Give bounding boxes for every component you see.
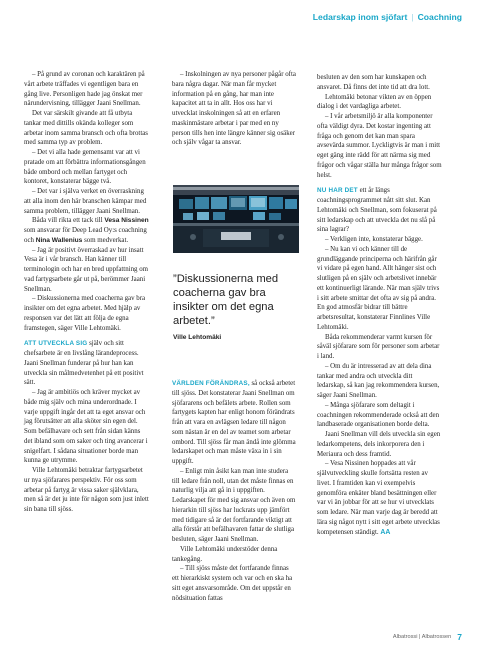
paragraph-text: ett år längs coachningsprogrammet nått sitt slut. Kan Lehtomäki och Snellman, som fokuserat på sitt ledarskap och att utveckla det nu slå på sina lagrar? xyxy=(317,187,437,234)
paragraph: Båda rekommenderar varmt kursen för såväl sjöfarare som för personer som arbetar i land. xyxy=(317,333,440,360)
control-room-photo xyxy=(173,185,299,253)
section-lead: NU HAR DET xyxy=(317,187,358,195)
person-name: Vesa Nissinen xyxy=(104,217,149,225)
paragraph xyxy=(172,379,297,467)
paragraph-text: som ansvarar för Deep Lead Oy:s coachning och xyxy=(24,227,147,244)
topic-title: Coachning xyxy=(417,12,462,22)
paragraph-text: – Vesa Nissinen hoppades att vår självutveckling skulle fortsätta resten av livet. I framtiden kan vi exempelvis genomföra enkäter bland besättningen eller var vi än jobbar för att se hur vi utvecklats som ledare. När man varje dag är beredd att lära sig något nytt i sitt eget arbete utvecklas kompetensen ständigt. xyxy=(317,460,440,536)
end-mark-icon: AA xyxy=(380,528,391,536)
paragraph: – Verkligen inte, konstaterar bägge. xyxy=(325,236,423,243)
control-room-image xyxy=(173,185,299,253)
section-lead: VÄRLDEN FÖRÄNDRAS, xyxy=(172,380,250,387)
paragraph: Ville Lehtomäki betraktar fartygsarbetet ur nya sjöfarares perspektiv. För oss som arbetar på fartyg är vissa saker självklara, men så är det ju inte för någon som just inlett sin bana till sjöss. xyxy=(24,467,149,513)
paragraph: – Till sjöss måste det fortfarande finnas ett hierarkiskt system och var och en ska ha sitt eget ansvarsområde. Om det uppstår en nödsituation fattas xyxy=(172,565,293,602)
paragraph-text: som medverkat. xyxy=(84,236,129,244)
paragraph: Det var särskilt givande att få utbyta tankar med dittills okända kolleger som arbetar inom samma bransch och ofta brottas med samma typ av problem. xyxy=(24,110,148,147)
article-column-2 xyxy=(172,70,297,148)
paragraph xyxy=(24,216,149,245)
quote-text: ”Diskussionerna med coacherna gav bra insikter om det egna arbetet.” xyxy=(173,273,279,327)
header-separator: | xyxy=(411,12,414,22)
paragraph: – Det vi alla hade gemensamt var att vi pratade om att förbättra informationsgången både ombord och mellan fartyget och kontoret, konstaterar bägge två. xyxy=(24,149,146,186)
paragraph: Jaani Snellman vill dels utveckla sin egen ledarkompetens, dels inkorporera den i Meriaura och dess framtid. xyxy=(317,431,441,458)
paragraph: – Det var i själva verket en överraskning att alla inom den här branschen kämpar med samma problem, tillägger Jaani Snellman. xyxy=(24,188,147,215)
pull-quote xyxy=(173,272,299,341)
paragraph: – Nu kan vi och känner till de grundläggande principerna och härifrån går vi vidare på egen hand. Allt hänger sist och slutligen på en själv och arbetslivet innebär ett kontinuerligt lärande. När man själv trivs i sitt arbete smittar det ofta av sig på andra. En god atmosfär bidrar till bättre arbetsresultat, konstaterar Finnlines Ville Lehtomäki. xyxy=(317,245,440,331)
publication-name: Albatrossi | Albatrossen xyxy=(392,634,452,640)
paragraph: – Inskolningen av nya personer pågår ofta bara några dagar. När man får mycket information på en gång, har man inte kapacitet att ta in allt. Hos oss har vi utvecklat inskolningen så att en erfaren maskinmästare arbetar i par med en ny person tills hen inte längre känner sig osäker och själv vågar ta ansvar. xyxy=(172,71,296,147)
paragraph xyxy=(317,186,442,235)
paragraph xyxy=(317,459,442,537)
paragraph: – Många sjöfarare som deltagit i coachningen rekommenderade också att den landbaserade organisationen borde delta. xyxy=(317,401,440,429)
paragraph: – Jag är ambitiös och kräver mycket av både mig själv och mina underordnade. I varje uppgift ingår det att ta eget ansvar och jag förutsätter att alla sköter sin egen del. Som befälhavare och sett från sidan känns det ibland som om saker och ting avancerar i snigelfart. I sådana situationer borde man kunna ge utrymme. xyxy=(24,389,148,465)
paragraph: – I vår arbetsmiljö är alla komponenter ofta väldigt dyra. Det kostar ingenting att fråga och genom det kan man spara avsevärda summor. Lyckligtvis är man i mitt eget gäng inte rädd för att närma sig med frågor och vågar ställa hur många frågor som helst. xyxy=(317,113,442,179)
section-title: Ledarskap inom sjöfart xyxy=(312,12,408,22)
page-number: 7 xyxy=(457,632,462,642)
paragraph: besluten av den som har kunskapen och ansvaret. Då finns det inte tid att dra lott. xyxy=(317,74,430,91)
paragraph-text: själv och sitt chefsarbete är en livslång lärandeprocess. Jaani Snellman funderar på hur han kan utveckla sin målmedvetenhet på ett positivt sätt. xyxy=(24,340,144,387)
paragraph-text: så också arbetet till sjöss. Det konstaterar Jaani Snellman om sjöfararens och befälets arbete. Rollen som fartygets kapten har enligt honom förändrats från att vara en avlägsen ledare till någon som nästan är en del av teamet som arbetar ombord. Till sjöss får man ändå inte glömma ledarskapet och man måste växa in i sin uppgift. xyxy=(172,380,296,465)
quote-author: Ville Lehtomäki xyxy=(173,334,222,341)
article-column-2-lower xyxy=(172,379,297,603)
person-name: Nina Wallenius xyxy=(35,236,83,244)
paragraph-text: Båda vill rikta ett tack till xyxy=(32,217,103,225)
page-footer xyxy=(393,631,462,643)
article-column-3 xyxy=(317,73,442,537)
paragraph: Ville Lehtomäki understöder denna tankegång. xyxy=(172,545,278,563)
section-lead: ATT UTVECKLA SIG xyxy=(24,340,88,348)
paragraph: Lehtomäki betonar vikten av en öppen dialog i det vardagliga arbetet. xyxy=(317,93,432,111)
page-header xyxy=(0,10,480,24)
paragraph: – Jag är positivt överraskad av hur insatt Vesa är i vår bransch. Han känner till terminologin och har en bred uppfattning om vad fartygsarbete går ut på, berömmer Jaani Snellman. xyxy=(24,246,149,293)
paragraph: – Om du är intresserad av att dela dina tankar med andra och utveckla ditt ledarskap, så kan jag rekommendera kursen, säger Jaani Snellman. xyxy=(317,362,440,399)
paragraph: – Diskussionerna med coacherna gav bra insikter om det egna arbetet. Med hjälp av responsen var det lätt att följa de egna framstegen, säger Ville Lehtomäki. xyxy=(24,295,146,332)
paragraph xyxy=(24,339,149,388)
article-column-1 xyxy=(24,70,149,515)
paragraph: – Enligt min åsikt kan man inte studera till ledare från noll, utan det måste finnas en naturlig vilja att gå in i uppgiften. Ledarskapet för med sig ansvar och även om hierarkin till sjöss har luckrats upp jämfört med tidigare så är det fortfarande viktigt att alla förstår att befälhavaren fattar de slutliga besluten, säger Jaani Snellman. xyxy=(172,467,296,543)
paragraph: – På grund av coronan och karaktären på vårt arbete träffades vi egentligen bara en gång live. Personligen hade jag önskat mer närundervisning, tillägger Jaani Snellman. xyxy=(24,71,145,108)
